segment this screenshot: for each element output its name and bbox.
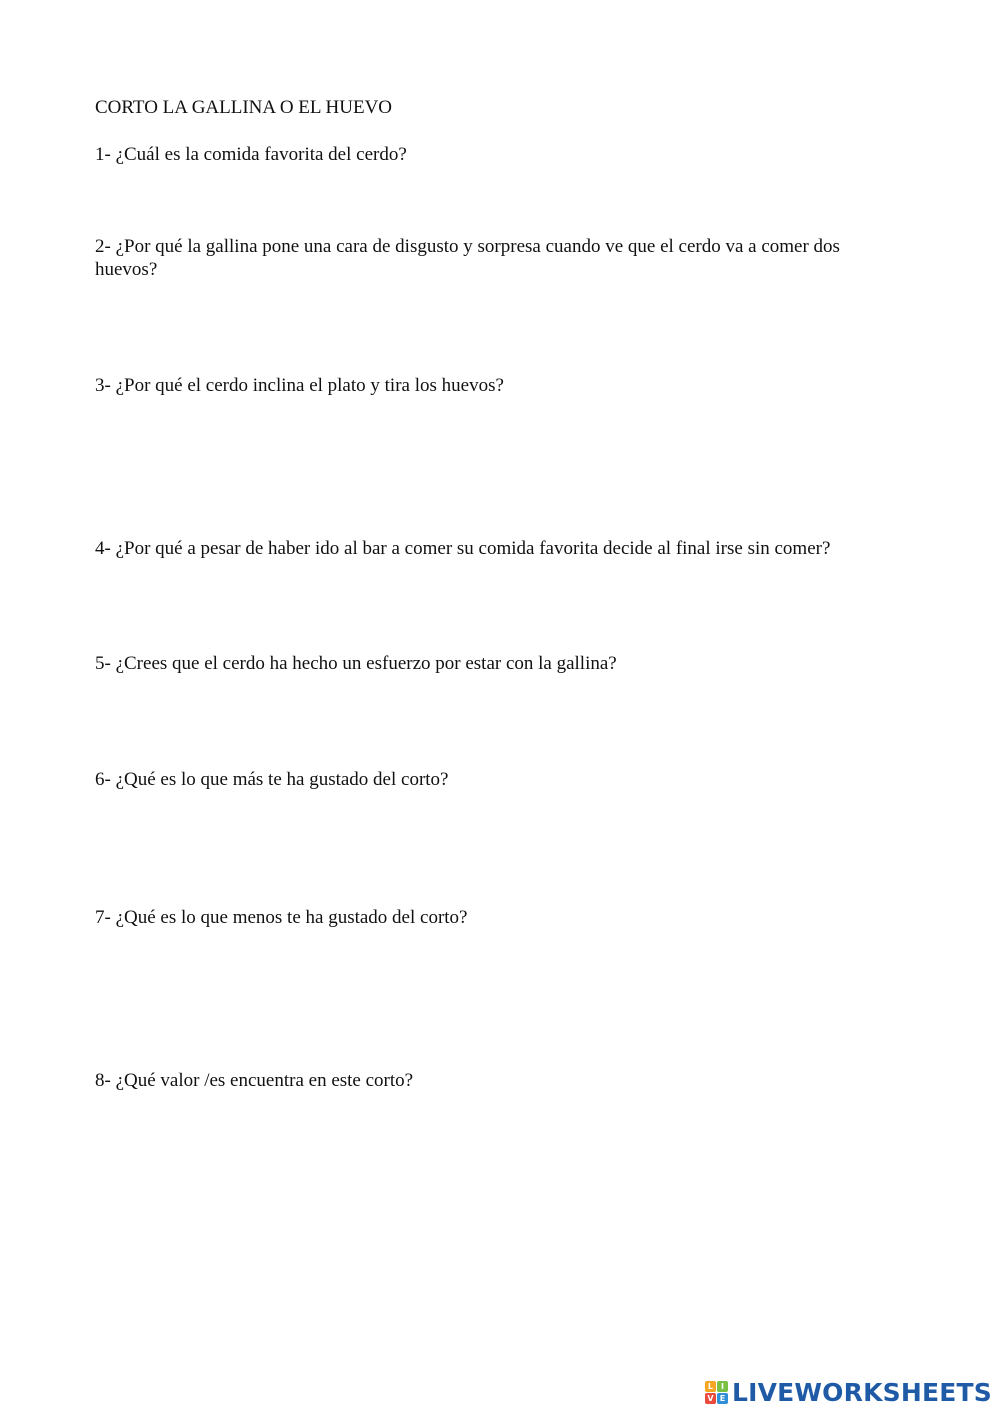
question-4: 4- ¿Por qué a pesar de haber ido al bar a comer su comida favorita decide al final irse sin comer?: [95, 538, 831, 559]
question-2: 2- ¿Por qué la gallina pone una cara de disgusto y sorpresa cuando ve que el cerdo va a comer dos huevos?: [95, 236, 840, 280]
liveworksheets-watermark: [705, 1378, 992, 1407]
question-7: 7- ¿Qué es lo que menos te ha gustado del corto?: [95, 907, 468, 928]
liveworksheets-brand-text: LIVEWORKSHEETS: [731, 1378, 992, 1407]
document-title: CORTO LA GALLINA O EL HUEVO: [95, 97, 393, 118]
logo-tile-l: L: [705, 1381, 716, 1392]
question-5: 5- ¿Crees que el cerdo ha hecho un esfuerzo por estar con la gallina?: [95, 653, 617, 674]
logo-tile-i: I: [717, 1381, 728, 1392]
question-8: 8- ¿Qué valor /es encuentra en este corto?: [95, 1070, 414, 1091]
logo-tile-v: V: [705, 1393, 716, 1404]
question-1: 1- ¿Cuál es la comida favorita del cerdo?: [95, 144, 407, 165]
liveworksheets-logo-icon: [705, 1381, 728, 1404]
question-6: 6- ¿Qué es lo que más te ha gustado del corto?: [95, 769, 449, 790]
question-3: 3- ¿Por qué el cerdo inclina el plato y tira los huevos?: [95, 375, 504, 396]
logo-tile-e: E: [717, 1393, 728, 1404]
